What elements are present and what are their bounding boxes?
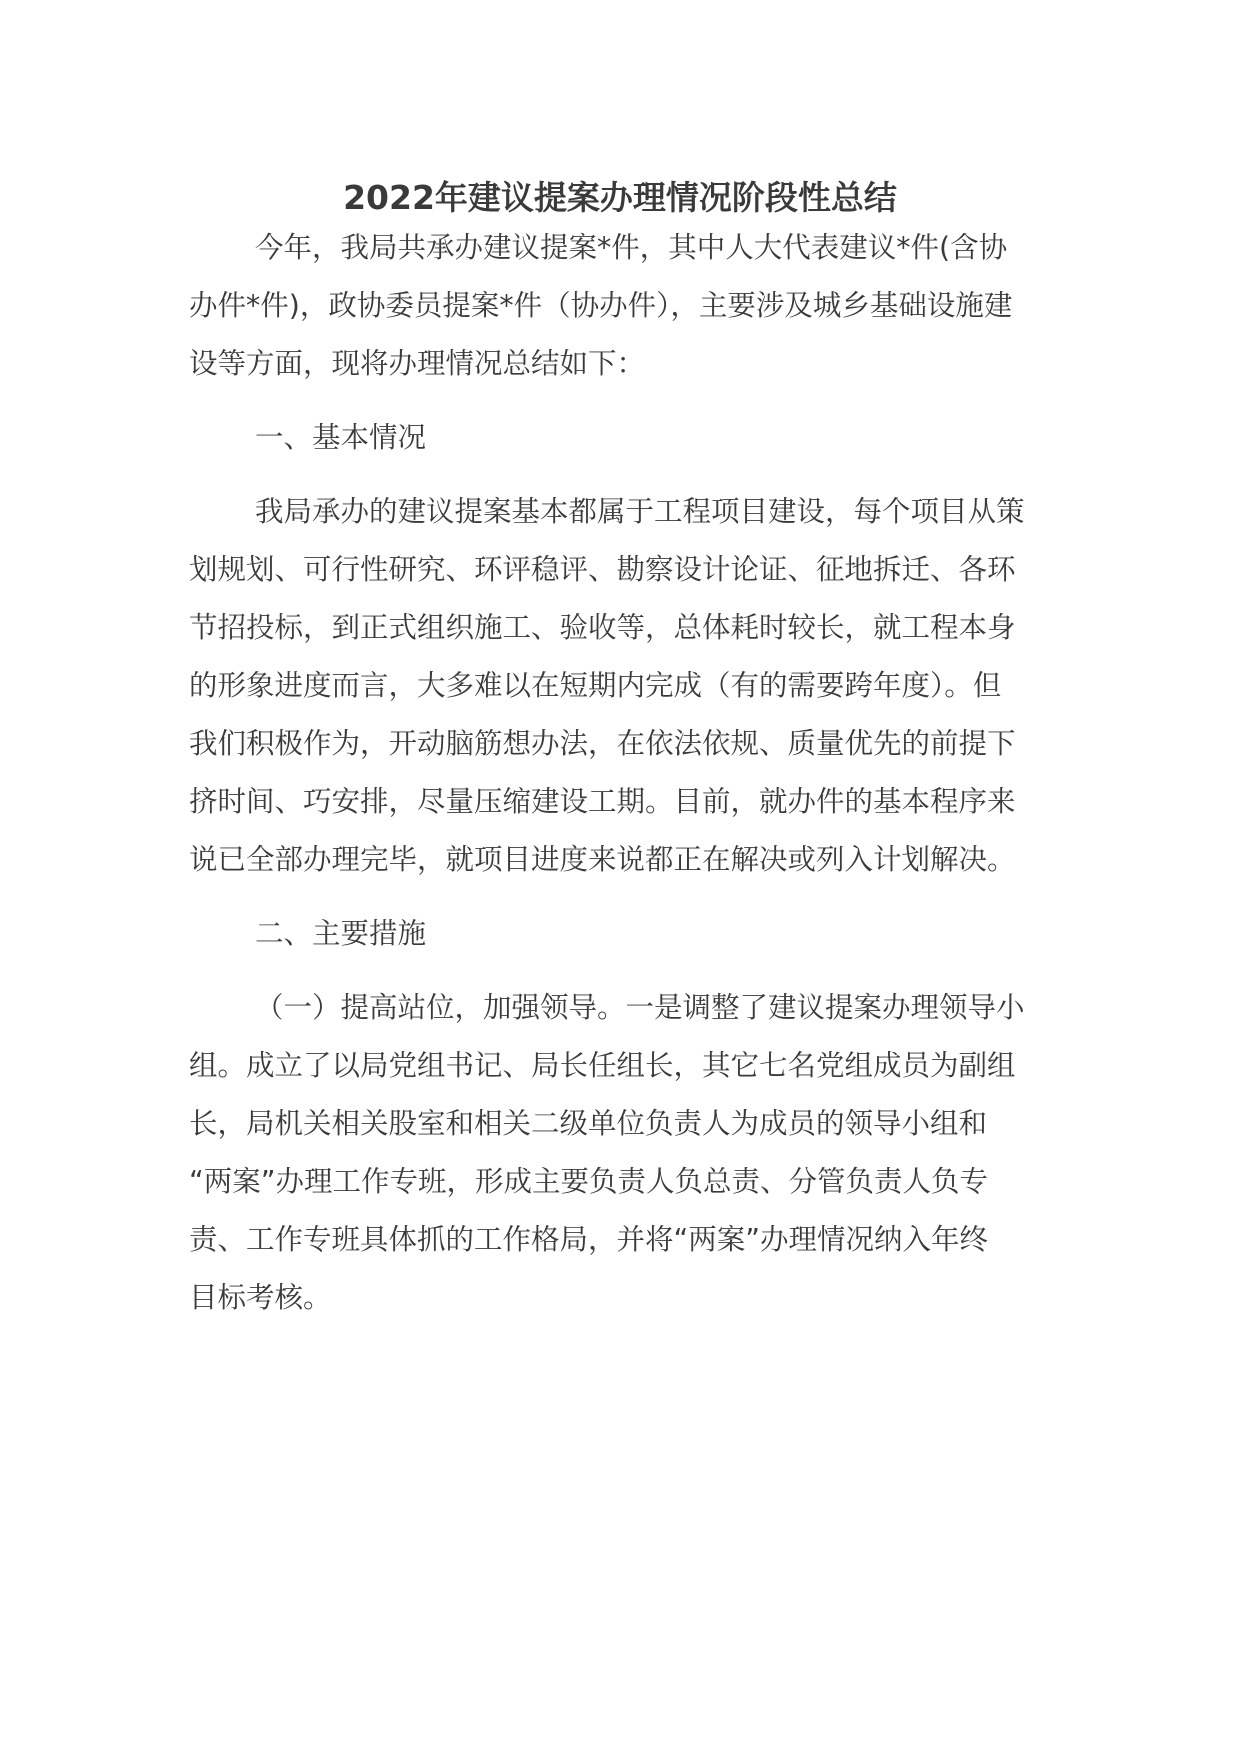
paragraph-intro-line: 设等方面，现将办理情况总结如下： <box>189 347 646 380</box>
section-heading-basic-situation: 一、基本情况 <box>255 421 427 454</box>
paragraph-basic-line: 我们积极作为，开动脑筋想办法，在依法依规、质量优先的前提下 <box>189 727 1016 760</box>
paragraph-measures-line: 责、工作专班具体抓的工作格局，并将“两案”办理情况纳入年终 <box>189 1223 989 1256</box>
paragraph-measures-line: 长，局机关相关股室和相关二级单位负责人为成员的领导小组和 <box>189 1107 988 1140</box>
paragraph-intro-line: 办件*件)，政协委员提案*件（协办件），主要涉及城乡基础设施建 <box>189 289 1013 322</box>
paragraph-measures-line: 目标考核。 <box>189 1281 332 1314</box>
paragraph-basic-line: 我局承办的建议提案基本都属于工程项目建设，每个项目从策 <box>255 495 1025 528</box>
paragraph-measures-line: “两案”办理工作专班，形成主要负责人负总责、分管负责人负专 <box>189 1165 989 1198</box>
section-heading-main-measures: 二、主要措施 <box>255 917 427 950</box>
paragraph-basic-line: 挤时间、巧安排，尽量压缩建设工期。目前，就办件的基本程序来 <box>189 785 1016 818</box>
paragraph-intro-line: 今年，我局共承办建议提案*件，其中人大代表建议*件(含协 <box>255 231 1008 264</box>
paragraph-basic-line: 的形象进度而言，大多难以在短期内完成（有的需要跨年度）。但 <box>189 669 1002 702</box>
paragraph-basic-line: 划规划、可行性研究、环评稳评、勘察设计论证、征地拆迁、各环 <box>189 553 1016 586</box>
paragraph-measures-line: 组。成立了以局党组书记、局长任组长，其它七名党组成员为副组 <box>189 1049 1016 1082</box>
paragraph-basic-line: 节招投标，到正式组织施工、验收等，总体耗时较长，就工程本身 <box>189 611 1016 644</box>
paragraph-measures-line: （一）提高站位，加强领导。一是调整了建议提案办理领导小 <box>255 991 1025 1024</box>
paragraph-basic-line: 说已全部办理完毕，就项目进度来说都正在解决或列入计划解决。 <box>189 843 1016 876</box>
document-title: 2022年建议提案办理情况阶段性总结 <box>343 178 897 217</box>
